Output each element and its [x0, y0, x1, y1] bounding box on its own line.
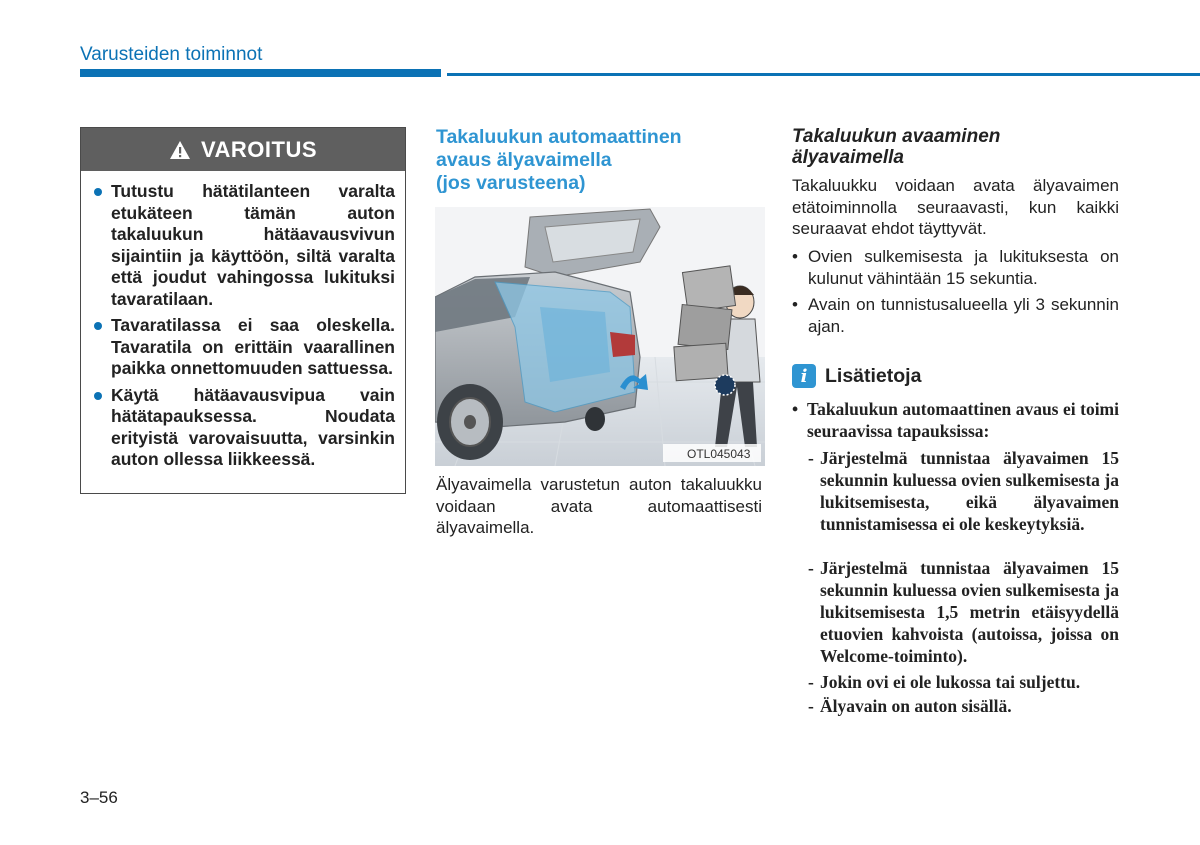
- dash-icon: -: [808, 672, 814, 692]
- heading-line: Takaluukun automaattinen: [436, 126, 682, 148]
- warning-item: [93, 181, 395, 310]
- dash-icon: -: [808, 448, 814, 468]
- info-subitem-text: Järjestelmä tunnistaa älyavaimen 15 sekunnin kuluessa ovien sulkemisesta ja lukitsemisesta, eikä älyavaimen tunnistamisessa ei ole keskeytyksiä.: [820, 448, 1119, 534]
- car-tailgate-illustration: [435, 207, 765, 466]
- warning-item: [93, 315, 395, 380]
- info-main-text: Takaluukun automaattinen avaus ei toimi seuraavissa tapauksissa:: [807, 399, 1119, 441]
- dash-icon: -: [808, 558, 814, 578]
- bullet-dot-icon: [94, 322, 102, 330]
- section-heading: [436, 126, 756, 195]
- page-number: 3–56: [80, 788, 118, 807]
- image-caption: Älyavaimella varustetun auton takaluukku voidaan avata automaattisesti älyavaimella.: [436, 475, 762, 537]
- condition-item: [792, 246, 1119, 289]
- dash-icon: -: [808, 696, 814, 716]
- warning-triangle-icon: [169, 140, 191, 160]
- info-header: [792, 364, 921, 388]
- condition-text: Ovien sulkemisesta ja lukituksesta on kulunut vähintään 15 sekuntia.: [808, 247, 1119, 288]
- heading-line: (jos varusteena): [436, 172, 586, 194]
- info-icon: i: [792, 364, 816, 388]
- info-subitem: [808, 671, 1119, 693]
- heading-line: Takaluukun avaaminen: [792, 126, 1001, 147]
- info-subitem: [808, 695, 1119, 717]
- info-subitem-text: Järjestelmä tunnistaa älyavaimen 15 sekunnin kuluessa ovien sulkemisesta ja lukitsemisesta 1,5 metrin etäisyydellä etuovien kahvoista (autoissa, joissa on Welcome-toiminto).: [820, 558, 1119, 666]
- info-title: Lisätietoja: [825, 364, 922, 387]
- bullet-icon: •: [792, 295, 798, 314]
- bullet-dot-icon: [94, 188, 102, 196]
- header-rule-thick: [80, 69, 441, 77]
- intro-paragraph: Takaluukku voidaan avata älyavaimen etätoiminnolla seuraavasti, kun kaikki seuraavat ehdot täyttyvät.: [792, 176, 1119, 238]
- bullet-icon: •: [792, 247, 798, 266]
- header-rule-thin: [447, 73, 1200, 76]
- info-subitem: [808, 557, 1119, 667]
- bullet-dot-icon: [94, 392, 102, 400]
- warning-item-text: Tutustu hätätilanteen varalta etukäteen tämän auton takaluukun hätäavausvivun sijaintiin ja käyttöön, siltä varalta että joudut vahingossa lukituksi tavaratilaan.: [111, 181, 395, 309]
- warning-item-text: Käytä hätäavausvipua vain hätätapauksessa. Noudata erityistä varovaisuutta, varsinkin auton ollessa liikkeessä.: [111, 384, 395, 469]
- condition-text: Avain on tunnistusalueella yli 3 sekunnin ajan.: [808, 295, 1119, 336]
- info-main-item: [792, 398, 1119, 442]
- heading-line: älyavaimella: [792, 147, 904, 168]
- info-subitem-text: Älyavain on auton sisällä.: [820, 696, 1012, 716]
- bullet-icon: •: [792, 399, 799, 419]
- heading-line: avaus älyavaimella: [436, 149, 612, 171]
- warning-item-text: Tavaratilassa ei saa oleskella. Tavaratila on erittäin vaarallinen paikka onnettomuuden sattuessa.: [111, 315, 395, 378]
- image-code: OTL045043: [687, 447, 751, 461]
- warning-item: [93, 385, 395, 471]
- subsection-heading: [792, 126, 1092, 168]
- condition-item: [792, 294, 1119, 337]
- info-subitem-text: Jokin ovi ei ole lukossa tai suljettu.: [820, 672, 1081, 692]
- info-subitem: [808, 447, 1119, 535]
- section-title: Varusteiden toiminnot: [80, 44, 263, 65]
- warning-list: [93, 181, 395, 476]
- warning-header: [81, 128, 405, 171]
- warning-box: [80, 127, 406, 494]
- warning-title: VAROITUS: [200, 136, 318, 162]
